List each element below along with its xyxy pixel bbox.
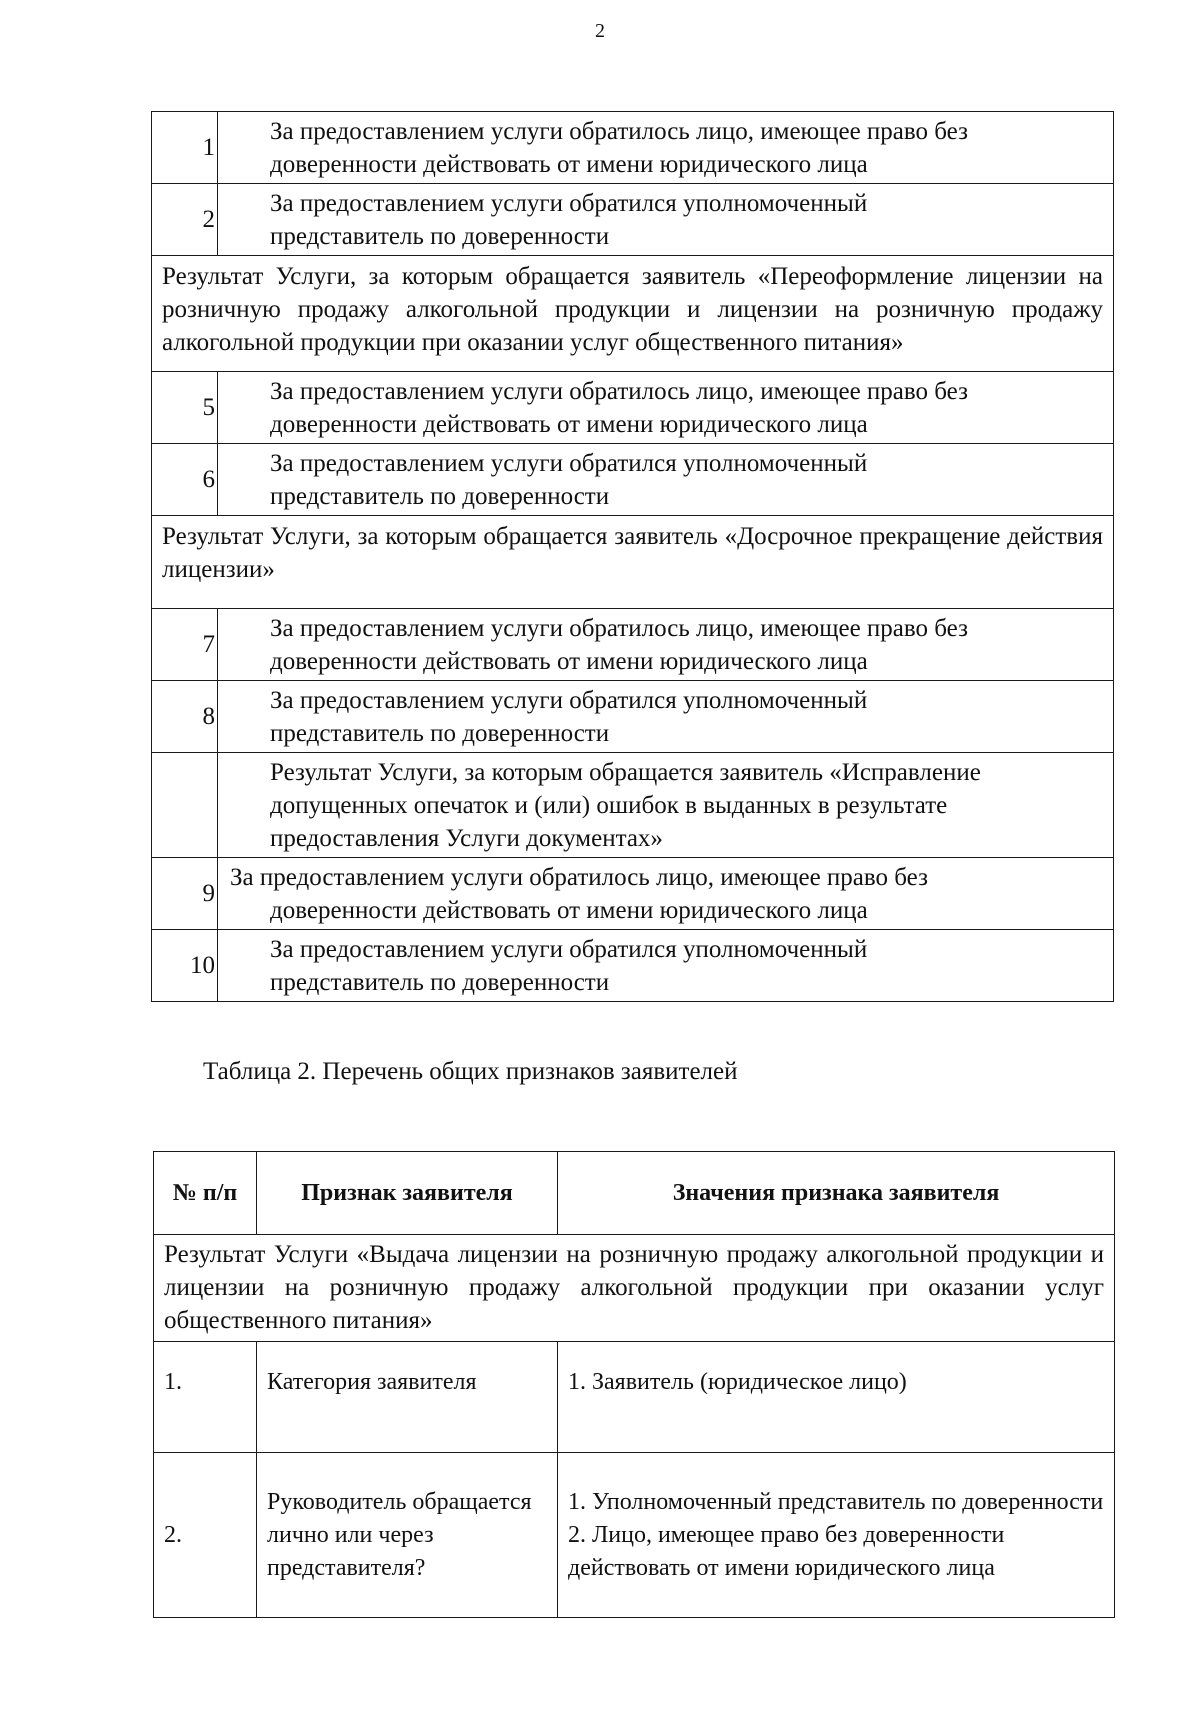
header-feature: Признак заявителя bbox=[257, 1152, 558, 1235]
table-header-row bbox=[154, 1152, 1115, 1235]
text-line: Результат Услуги, за которым обращается заявитель «Исправление bbox=[270, 759, 981, 786]
page-number: 2 bbox=[595, 20, 605, 42]
row-text bbox=[218, 112, 1114, 184]
text-line: За предоставлением услуги обратилось лицо, имеющее право без bbox=[270, 378, 968, 405]
text-line: предоставления Услуги документах» bbox=[270, 825, 663, 852]
table-row bbox=[152, 184, 1114, 256]
result-row bbox=[152, 256, 1114, 372]
row-number: 2 bbox=[152, 184, 218, 256]
row-number: 1 bbox=[152, 112, 218, 184]
result-text: Результат Услуги, за которым обращается заявитель «Переоформление лицензии на розничную продажу алкогольной продукции и лицензии на розничную продажу алкогольной продукции при оказании услуг общественного питания» bbox=[152, 256, 1114, 372]
result-row bbox=[152, 753, 1114, 858]
row-number: 2. bbox=[154, 1453, 257, 1618]
table-row bbox=[152, 372, 1114, 444]
result-text: Результат Услуги «Выдача лицензии на розничную продажу алкогольной продукции и лицензии на розничную продажу алкогольной продукции при оказании услуг общественного питания» bbox=[154, 1235, 1115, 1342]
text-line: За предоставлением услуги обратилось лицо, имеющее право без bbox=[270, 615, 968, 642]
row-number: 10 bbox=[152, 930, 218, 1002]
result-text: Результат Услуги, за которым обращается заявитель «Досрочное прекращение действия лицензии» bbox=[152, 516, 1114, 609]
table-row bbox=[154, 1453, 1115, 1618]
row-feature: Категория заявителя bbox=[257, 1342, 558, 1453]
applicant-features-table bbox=[153, 1151, 1115, 1618]
text-line: представитель по доверенности bbox=[270, 223, 610, 250]
table-row bbox=[152, 444, 1114, 516]
row-number bbox=[152, 753, 218, 858]
text-line: За предоставлением услуги обратился уполномоченный bbox=[270, 450, 868, 477]
row-text bbox=[218, 858, 1114, 930]
text-line: допущенных опечаток и (или) ошибок в выданных в результате bbox=[270, 792, 948, 819]
row-number: 7 bbox=[152, 609, 218, 681]
row-values bbox=[558, 1453, 1115, 1618]
table-row bbox=[152, 681, 1114, 753]
table-row bbox=[152, 609, 1114, 681]
text-line: За предоставлением услуги обратился уполномоченный bbox=[270, 936, 868, 963]
table-row bbox=[152, 112, 1114, 184]
row-number: 6 bbox=[152, 444, 218, 516]
row-text bbox=[218, 444, 1114, 516]
header-values: Значения признака заявителя bbox=[558, 1152, 1115, 1235]
text-line: За предоставлением услуги обратилось лицо, имеющее право без bbox=[270, 118, 968, 145]
row-value: 2. Лицо, имеющее право без доверенности действовать от имени юридического лица bbox=[568, 1521, 1005, 1581]
row-number: 8 bbox=[152, 681, 218, 753]
text-line: доверенности действовать от имени юридического лица bbox=[270, 411, 868, 438]
text-line: представитель по доверенности bbox=[270, 483, 610, 510]
text-line: доверенности действовать от имени юридического лица bbox=[270, 648, 868, 675]
text-line: доверенности действовать от имени юридического лица bbox=[270, 897, 868, 924]
text-line: За предоставлением услуги обратился уполномоченный bbox=[270, 190, 868, 217]
row-text bbox=[218, 372, 1114, 444]
result-row bbox=[152, 516, 1114, 609]
row-text bbox=[218, 184, 1114, 256]
result-row bbox=[154, 1235, 1115, 1342]
row-text bbox=[218, 681, 1114, 753]
row-number: 5 bbox=[152, 372, 218, 444]
table-2-caption: Таблица 2. Перечень общих признаков заявителей bbox=[203, 1058, 738, 1085]
result-text bbox=[218, 753, 1114, 858]
table-row bbox=[154, 1342, 1115, 1453]
applicant-variants-table bbox=[151, 111, 1114, 1002]
text-line: За предоставлением услуги обратился уполномоченный bbox=[270, 687, 868, 714]
row-number: 1. bbox=[154, 1342, 257, 1453]
table-row bbox=[152, 930, 1114, 1002]
row-number: 9 bbox=[152, 858, 218, 930]
header-number: № п/п bbox=[154, 1152, 257, 1235]
table-row bbox=[152, 858, 1114, 930]
row-value: 1. Уполномоченный представитель по доверенности bbox=[568, 1488, 1104, 1515]
text-line: представитель по доверенности bbox=[270, 969, 610, 996]
row-text bbox=[218, 930, 1114, 1002]
row-feature: Руководитель обращается лично или через представителя? bbox=[257, 1453, 558, 1618]
text-line: За предоставлением услуги обратилось лицо, имеющее право без bbox=[230, 864, 928, 891]
row-value: 1. Заявитель (юридическое лицо) bbox=[568, 1369, 907, 1395]
row-values bbox=[558, 1342, 1115, 1453]
text-line: доверенности действовать от имени юридического лица bbox=[270, 151, 868, 178]
text-line: представитель по доверенности bbox=[270, 720, 610, 747]
row-text bbox=[218, 609, 1114, 681]
